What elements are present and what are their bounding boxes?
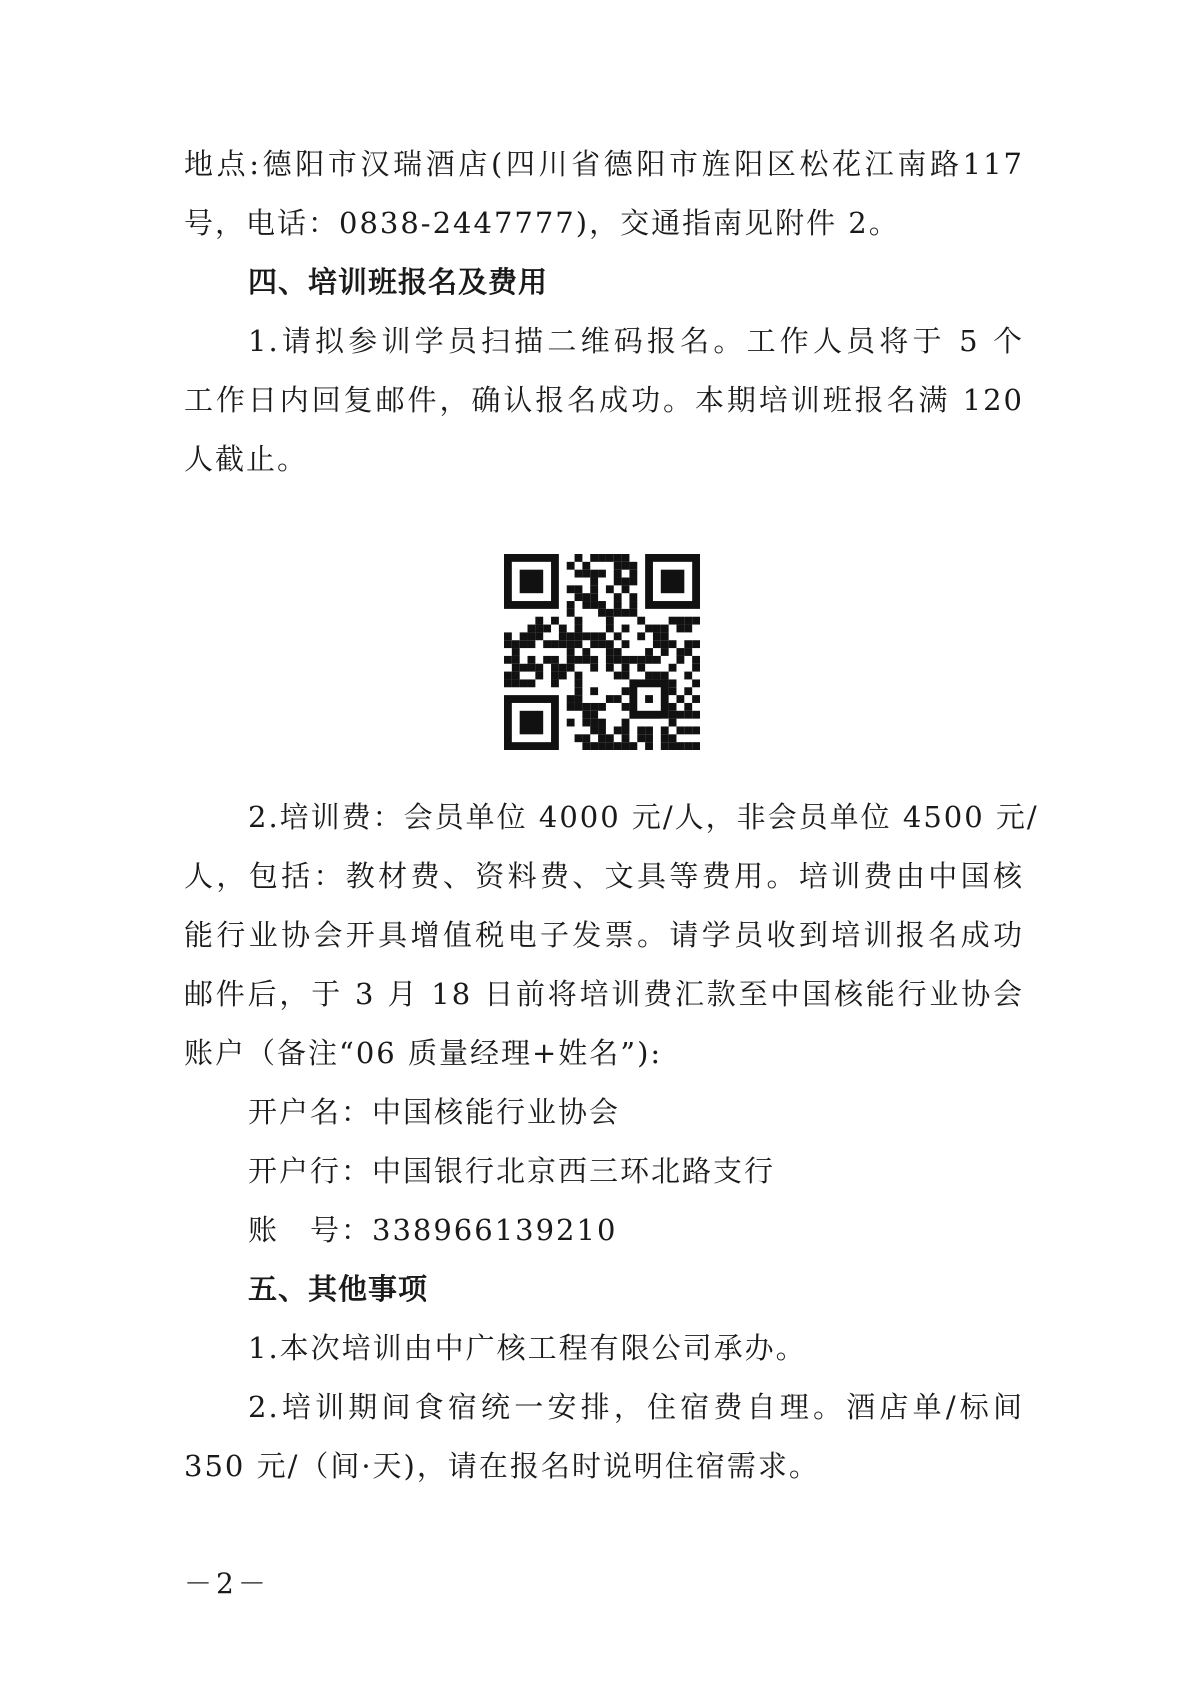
account-bank: 开户行：中国银行北京西三环北路支行 bbox=[248, 1154, 776, 1188]
text-line: 邮件后，于 3 月 18 日前将培训费汇款至中国核能行业协会 bbox=[184, 977, 1024, 1011]
page-number: －2－ bbox=[184, 1567, 270, 1600]
text-line: 350 元/（间·天)，请在报名时说明住宿需求。 bbox=[184, 1449, 820, 1483]
text-line: 人截止。 bbox=[184, 442, 309, 476]
text-line: 号，电话：0838-2447777)，交通指南见附件 2。 bbox=[184, 206, 900, 240]
text-line: 1.请拟参训学员扫描二维码报名。工作人员将于 5 个 bbox=[248, 324, 1024, 358]
section-heading: 五、其他事项 bbox=[248, 1272, 429, 1306]
text-line: 2.培训费：会员单位 4000 元/人，非会员单位 4500 元/ bbox=[248, 800, 1039, 834]
text-line: 账户（备注“06 质量经理+姓名”): bbox=[184, 1036, 663, 1070]
text-line: 1.本次培训由中广核工程有限公司承办。 bbox=[248, 1331, 807, 1365]
text-line: 2.培训期间食宿统一安排，住宿费自理。酒店单/标间 bbox=[248, 1390, 1024, 1424]
text-line: 地点:德阳市汉瑞酒店(四川省德阳市旌阳区松花江南路117 bbox=[184, 147, 1024, 181]
account-number: 账 号：338966139210 bbox=[248, 1213, 618, 1247]
text-line: 人，包括：教材费、资料费、文具等费用。培训费由中国核 bbox=[184, 859, 1024, 893]
qr-code-icon bbox=[504, 554, 700, 750]
text-line: 能行业协会开具增值税电子发票。请学员收到培训报名成功 bbox=[184, 918, 1024, 952]
section-heading: 四、培训班报名及费用 bbox=[248, 265, 549, 299]
account-name: 开户名：中国核能行业协会 bbox=[248, 1095, 621, 1129]
text-line: 工作日内回复邮件，确认报名成功。本期培训班报名满 120 bbox=[184, 383, 1024, 417]
